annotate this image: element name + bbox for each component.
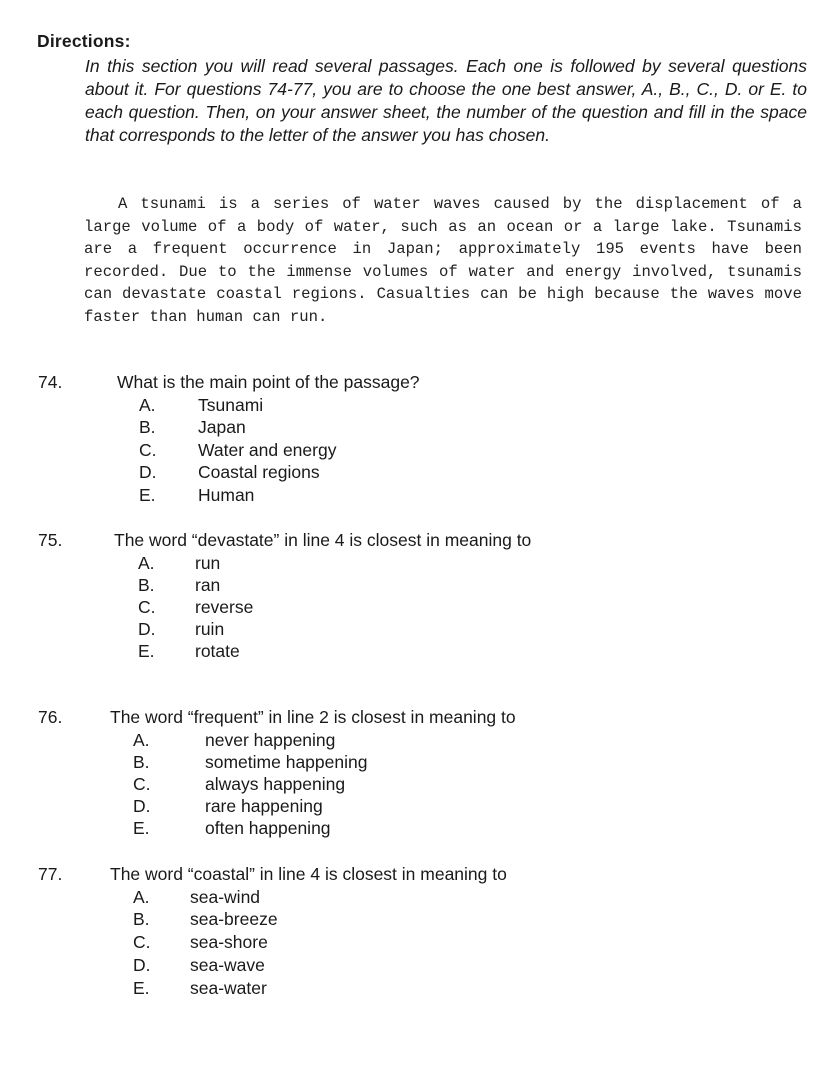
option-letter: D. bbox=[139, 462, 157, 482]
question-text: The word “coastal” in line 4 is closest in meaning to bbox=[110, 864, 507, 884]
option-text: ran bbox=[195, 575, 221, 595]
question-number: 76. bbox=[38, 707, 63, 727]
question-number: 74. bbox=[38, 372, 63, 392]
option-letter: C. bbox=[139, 440, 157, 460]
option-text: always happening bbox=[205, 774, 346, 794]
option-text: rotate bbox=[195, 641, 240, 661]
option-text: ruin bbox=[195, 619, 225, 639]
option-text: reverse bbox=[195, 597, 254, 617]
option-text: sea-wind bbox=[190, 887, 261, 907]
option-text: never happening bbox=[205, 730, 336, 750]
option-letter: B. bbox=[133, 909, 150, 929]
option-letter: D. bbox=[138, 619, 156, 639]
option-text: Tsunami bbox=[198, 395, 264, 415]
option-letter: E. bbox=[138, 641, 155, 661]
option-letter: A. bbox=[133, 730, 150, 750]
option-letter: D. bbox=[133, 955, 151, 975]
option-letter: E. bbox=[139, 485, 156, 505]
question-number: 77. bbox=[38, 864, 63, 884]
option-text: rare happening bbox=[205, 796, 323, 816]
option-text: Human bbox=[198, 485, 255, 505]
reading-passage: A tsunami is a series of water waves caused by the displacement of a large volume of a body of water, such as an ocean or a large lake. Tsunamis are a frequent occurrence in Japan; approximately 195 events have been recorded. Due to the immense volumes of water and energy involved, tsunamis can devastate coastal regions. Casualties can be high because the waves move faster than human can run. bbox=[84, 195, 802, 326]
directions-text: In this section you will read several passages. Each one is followed by several questions about it. For questions 74-77, you are to choose the one best answer, A., B., C., D. or E. to each question. Then, on your answer sheet, the number of the question and fill in the space that corresponds to the letter of the answer you has chosen. bbox=[85, 56, 807, 145]
question-text: The word “devastate” in line 4 is closest in meaning to bbox=[114, 530, 532, 550]
option-letter: A. bbox=[139, 395, 156, 415]
option-letter: B. bbox=[139, 417, 156, 437]
option-letter: C. bbox=[138, 597, 156, 617]
option-letter: A. bbox=[133, 887, 150, 907]
option-text: sea-breeze bbox=[190, 909, 278, 929]
option-text: Japan bbox=[198, 417, 246, 437]
option-text: sea-shore bbox=[190, 932, 268, 952]
option-text: run bbox=[195, 553, 221, 573]
option-letter: C. bbox=[133, 932, 151, 952]
option-text: Water and energy bbox=[198, 440, 337, 460]
option-letter: C. bbox=[133, 774, 151, 794]
question-number: 75. bbox=[38, 530, 63, 550]
option-letter: D. bbox=[133, 796, 151, 816]
option-text: sometime happening bbox=[205, 752, 368, 772]
option-letter: E. bbox=[133, 818, 150, 838]
option-letter: E. bbox=[133, 978, 150, 998]
question-text: The word “frequent” in line 2 is closest in meaning to bbox=[110, 707, 516, 727]
option-letter: A. bbox=[138, 553, 155, 573]
question-text: What is the main point of the passage? bbox=[117, 372, 420, 392]
option-letter: B. bbox=[133, 752, 150, 772]
option-text: sea-water bbox=[190, 978, 267, 998]
directions-heading: Directions: bbox=[37, 31, 131, 51]
option-text: Coastal regions bbox=[198, 462, 320, 482]
option-letter: B. bbox=[138, 575, 155, 595]
option-text: sea-wave bbox=[190, 955, 265, 975]
option-text: often happening bbox=[205, 818, 331, 838]
